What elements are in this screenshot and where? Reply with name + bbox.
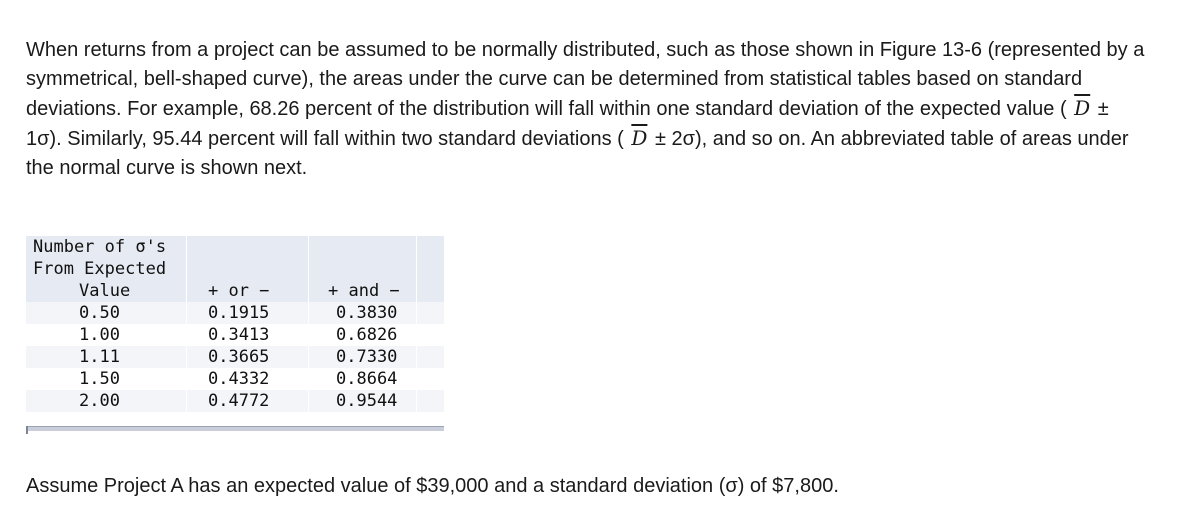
table-cell-sigma: 2.00 [79, 391, 120, 411]
table-cell-sigma: 1.11 [79, 347, 120, 367]
column-header-sigma-line-3: Value [79, 281, 131, 301]
d-bar-symbol: $\overline{D}$ [1074, 96, 1091, 120]
d-bar-symbol: $\overline{D}$ [631, 126, 648, 150]
column-header-one-side: + or − [208, 281, 270, 301]
table-cell-sigma: 0.50 [79, 303, 120, 323]
table-cell-one-side: 0.4332 [208, 369, 270, 389]
table-cell-both-sides: 0.6826 [336, 325, 398, 345]
table-corner-mark [26, 426, 28, 434]
column-header-sigma-line-1: Number of σ's [33, 237, 167, 257]
column-header-both-sides: + and − [328, 281, 400, 301]
table-cell-both-sides: 0.3830 [336, 303, 398, 323]
project-a-assumption: Assume Project A has an expected value of $39,000 and a standard deviation (σ) of $7,800. [26, 475, 839, 497]
table-cell-one-side: 0.3413 [208, 325, 270, 345]
table-cell-one-side: 0.1915 [208, 303, 270, 323]
table-cell-both-sides: 0.7330 [336, 347, 398, 367]
table-cell-sigma: 1.00 [79, 325, 120, 345]
intro-text-part-3: ± 2σ), and so on. An abbreviated table of areas under the normal curve is shown next. [26, 128, 1129, 179]
normal-curve-areas-table [26, 236, 444, 432]
table-cell-sigma: 1.50 [79, 369, 120, 389]
table-bottom-border [26, 426, 444, 431]
intro-text-part-1: When returns from a project can be assumed to be normally distributed, such as those shown in Figure 13-6 (represented by a symmetrical, bell-shaped curve), the areas under the curve can be determined from statistical tables based on standard deviations. For example, 68.26 percent of the distribution will fall within one standard deviation of the expected value ( [26, 39, 1145, 120]
column-divider [308, 236, 309, 422]
column-header-sigma-line-2: From Expected [33, 259, 167, 279]
intro-text-part-2: ± 1σ). Similarly, 95.44 percent will fall within two standard deviations ( [26, 98, 1109, 150]
table-cell-both-sides: 0.8664 [336, 369, 398, 389]
table-cell-both-sides: 0.9544 [336, 391, 398, 411]
intro-paragraph [26, 36, 1146, 183]
table-cell-one-side: 0.3665 [208, 347, 270, 367]
table-cell-one-side: 0.4772 [208, 391, 270, 411]
column-divider [186, 236, 187, 422]
column-divider [416, 236, 417, 422]
